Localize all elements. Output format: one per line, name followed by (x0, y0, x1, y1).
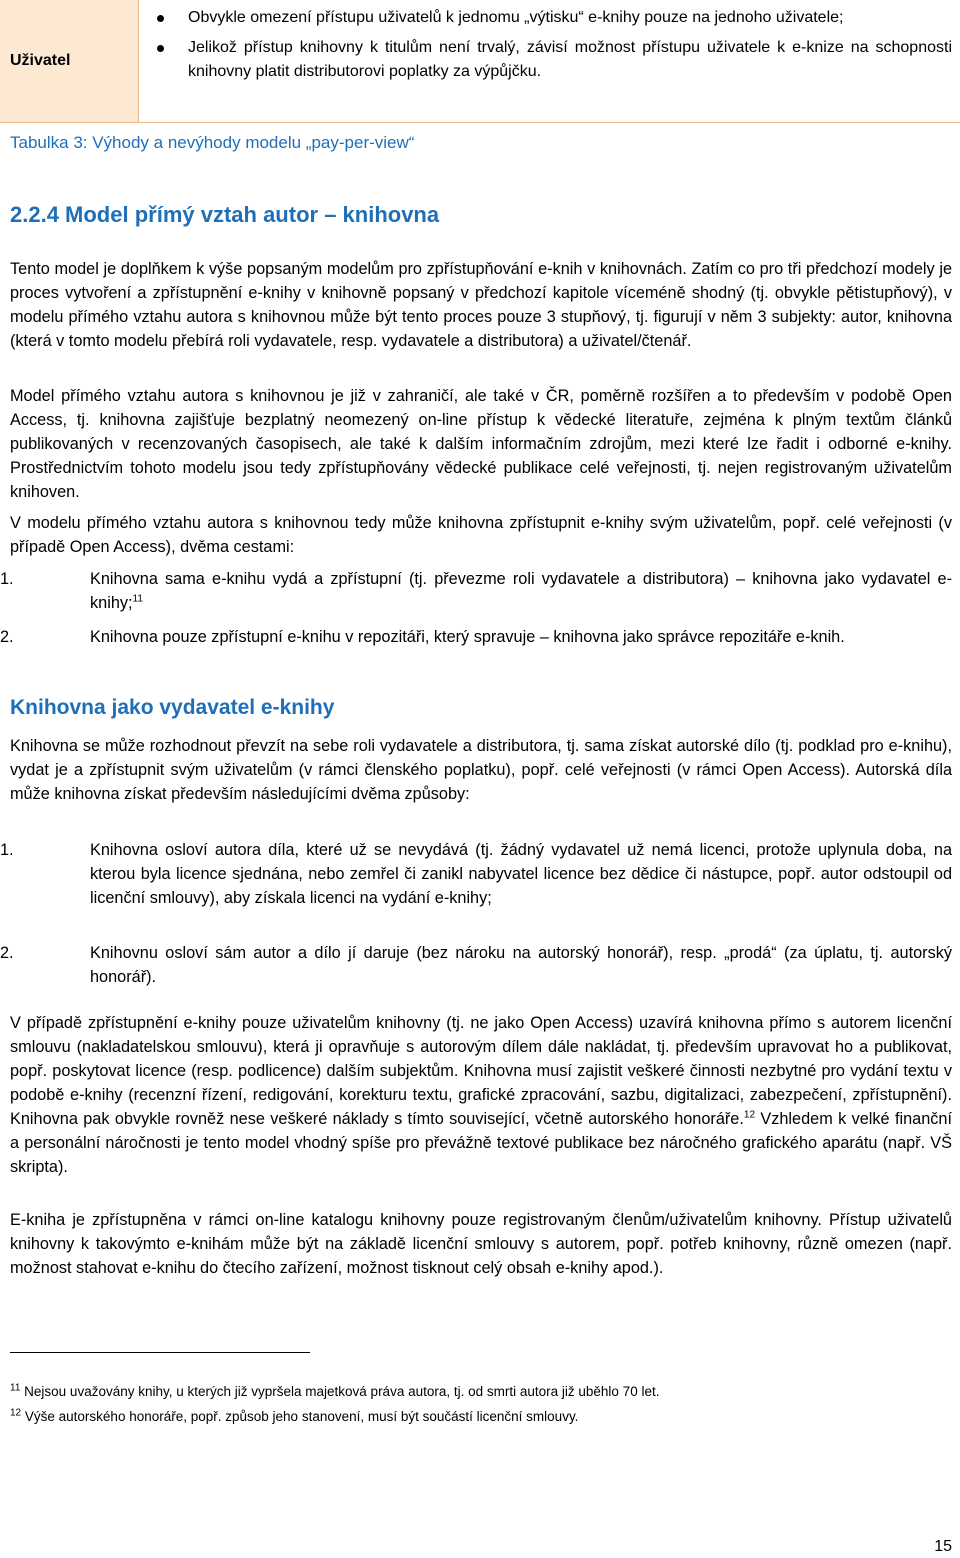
list-item (0, 941, 952, 989)
list-item-text: Knihovnu osloví sám autor a dílo jí daruje (bez nároku na autorský honorář), resp. „prodá“ (za úplatu, tj. autorský honorář). (90, 944, 952, 986)
footnote-ref[interactable]: 11 (132, 593, 143, 605)
table-bullet: Obvykle omezení přístupu uživatelů k jednomu „výtisku“ e-knihy pouze na jednoho uživatele; (140, 6, 952, 30)
list-number: 2. (0, 628, 14, 646)
footnote-separator (10, 1352, 310, 1353)
paragraph: Model přímého vztahu autora s knihovnou je již v zahraničí, ale také v ČR, poměrně rozšířen a to především v podobě Open Access, tj. knihovna zajišťuje bezplatný neomezený on-line přístup k vědecké literatuře, zejména k plným textům článků publikovaných v recenzovaných časopisech, ale také k dalším informačním zdrojům, mezi které lze řadit i odborné e-knihy. Prostřednictvím tohoto modelu jsou tedy zpřístupňovány vědecké publikace celé veřejnosti, tj. nejen registrovaným uživatelům knihoven. (10, 387, 952, 501)
paragraph: Knihovna se může rozhodnout převzít na sebe roli vydavatele a distributora, tj. sama získat autorské dílo (tj. podklad pro e-knihu), vydat je a zpřístupnit svým uživatelům (v rámci členského poplatku), popř. celé veřejnosti (v rámci Open Access). Autorská díla může knihovna získat především následujícími dvěma způsoby: (10, 737, 952, 803)
table-caption: Tabulka 3: Výhody a nevýhody modelu „pay-per-view“ (10, 133, 415, 152)
list-number: 1. (0, 841, 14, 859)
advantages-table-row (0, 0, 960, 123)
footnote-ref[interactable]: 12 (743, 1109, 756, 1121)
table-row-label: Uživatel (0, 0, 139, 122)
paragraph: V modelu přímého vztahu autora s knihovnou tedy může knihovna zpřístupnit e-knihy svým uživatelům, popř. celé veřejnosti (v případě Open Access), dvěma cestami: (10, 514, 952, 556)
table-row-content (140, 6, 960, 90)
list-number: 2. (0, 944, 14, 962)
bullet-icon (157, 15, 164, 22)
list-number: 1. (0, 570, 14, 588)
list-item (0, 838, 952, 910)
page-number: 15 (934, 1538, 952, 1555)
list-item-text: Knihovna sama e-knihu vydá a zpřístupní (tj. převezme roli vydavatele a distributora) – knihovna jako vydavatel e-knihy; (90, 570, 952, 612)
list-item-text: Knihovna pouze zpřístupní e-knihu v repozitáři, který spravuje – knihovna jako správce repozitáře e-knih. (90, 628, 845, 646)
list-item-text: Knihovna osloví autora díla, které už se nevydává (tj. žádný vydavatel už nemá licenci, protože uplynula doba, na kterou byla licence sjednána, nebo zemřel či zanikl nabyvatel licence bez dědice či nástupce, popř. autor odstoupil od licenční smlouvy), aby získala licenci na vydání e-knihy; (90, 841, 952, 907)
list-item (0, 567, 952, 615)
bullet-icon (157, 45, 164, 52)
paragraph: E-kniha je zpřístupněna v rámci on-line katalogu knihovny pouze registrovaným členům/uživatelům knihovny. Přístup uživatelů knihovny k takovýmto e-knihám může být na základě licenční smlouvy s autorem, popř. potřeb knihovny, různě omezen (např. možnost stahovat e-knihu do čtecího zařízení, možnost tisknout celý obsah e-knihy apod.). (10, 1211, 952, 1277)
footnote: $^{12}$ Výše autorského honoráře, popř. způsob jeho stanovení, musí být součástí licenční smlouvy. (10, 1407, 579, 1424)
section-heading: 2.2.4 Model přímý vztah autor – knihovna (10, 202, 440, 227)
subsection-heading: Knihovna jako vydavatel e-knihy (10, 696, 335, 719)
footnote: $^{11}$ Nejsou uvažovány knihy, u kterých již vypršela majetková práva autora, tj. od smrti autora již uběhlo 70 let. (10, 1382, 660, 1399)
list-item (0, 625, 952, 649)
paragraph: V případě zpřístupnění e-knihy pouze uživatelům knihovny (tj. ne jako Open Access) uzavírá knihovna přímo s autorem licenční smlouvu (nakladatelskou smlouvu), která ji opravňuje s autorovým dílem dále nakládat, tj. především upravovat ho a publikovat, popř. poskytovat licence (resp. podlicence) dalším subjektům. Knihovna musí zajistit veškeré činnosti nezbytné pro vydání textu v podobě e-knihy (recenzní řízení, redigování, korekturu textu, grafické zpracování, sazbu, digitalizaci, zabezpečení, zpřístupnění). Knihovna pak obvykle rovněž nese veškeré náklady s tímto související, včetně autorského honoráře.$^{12}$ Vzhledem k velké finanční a personální náročnosti je tento model vhodný spíše pro převážně textové publikace bez náročného grafického aparátu (např. VŠ skripta). (10, 1014, 952, 1176)
paragraph: Tento model je doplňkem k výše popsaným modelům pro zpřístupňování e-knih v knihovnách. Zatím co pro tři předchozí modely je proces vytvoření a zpřístupnění e-knihy v knihovně popsaný v předchozí kapitole víceméně shodný (tj. obvykle pětistupňový), v modelu přímého vztahu autora s knihovnou může být tento proces pouze 3 stupňový, tj. figurují v něm 3 subjekty: autor, knihovna (která v tomto modelu přebírá roli vydavatele, resp. vydavatele a distributora) a uživatel/čtenář. (10, 260, 952, 350)
table-bullet: Jelikož přístup knihovny k titulům není trvalý, závisí možnost přístupu uživatele k e-knize na schopnosti knihovny platit distributorovi poplatky za výpůjčku. (140, 36, 952, 84)
